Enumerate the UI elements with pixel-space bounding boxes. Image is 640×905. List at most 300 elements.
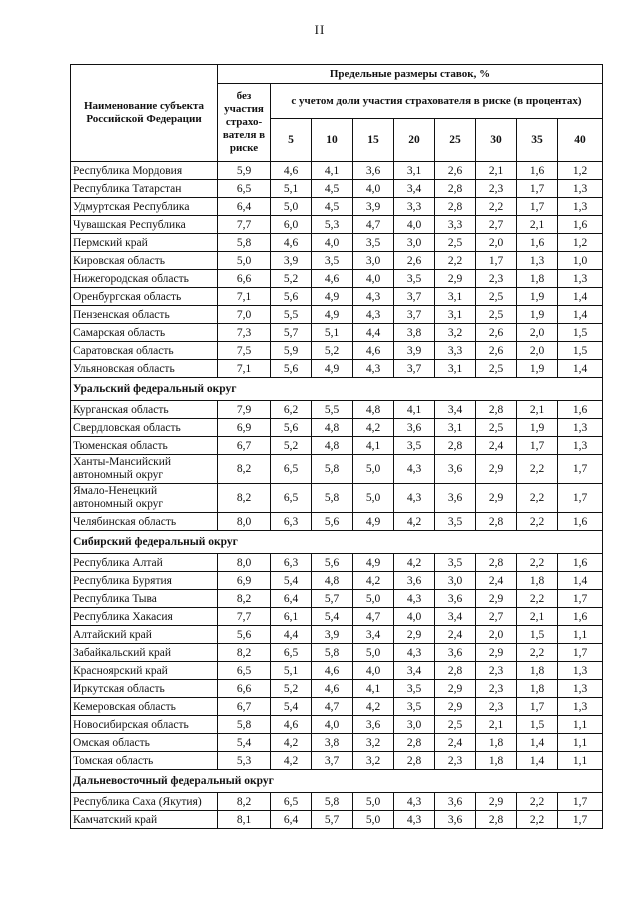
rate-cell: 3,6 (435, 644, 476, 662)
percent-header: 40 (558, 119, 603, 162)
rate-cell: 2,1 (517, 401, 558, 419)
rate-cell: 3,5 (394, 680, 435, 698)
rate-cell: 2,2 (435, 252, 476, 270)
rate-no-participation: 7,5 (218, 342, 271, 360)
rate-cell: 6,5 (271, 484, 312, 513)
rate-cell: 3,4 (353, 626, 394, 644)
rate-cell: 3,3 (394, 198, 435, 216)
table-row (71, 234, 603, 252)
rate-cell: 1,4 (558, 572, 603, 590)
rate-cell: 3,2 (435, 324, 476, 342)
rate-cell: 3,4 (435, 608, 476, 626)
table-row (71, 216, 603, 234)
table-row (71, 437, 603, 455)
rate-cell: 2,3 (476, 662, 517, 680)
rate-cell: 1,7 (558, 811, 603, 829)
rate-cell: 6,4 (271, 590, 312, 608)
rate-cell: 6,1 (271, 608, 312, 626)
rate-cell: 4,4 (353, 324, 394, 342)
rate-cell: 1,5 (517, 716, 558, 734)
rate-cell: 1,9 (517, 306, 558, 324)
rate-cell: 4,6 (271, 234, 312, 252)
table-row (71, 198, 603, 216)
rate-no-participation: 8,2 (218, 484, 271, 513)
rate-cell: 4,0 (312, 716, 353, 734)
rate-cell: 6,2 (271, 401, 312, 419)
rate-no-participation: 8,2 (218, 644, 271, 662)
rate-cell: 2,3 (476, 698, 517, 716)
table-header (71, 65, 603, 162)
rate-cell: 1,2 (558, 162, 603, 180)
rate-cell: 5,0 (353, 590, 394, 608)
rate-cell: 5,6 (271, 360, 312, 378)
rate-cell: 5,4 (271, 698, 312, 716)
rate-cell: 3,3 (435, 342, 476, 360)
rate-cell: 2,0 (476, 234, 517, 252)
region-name: Ульяновская область (71, 360, 218, 378)
region-name: Курганская область (71, 401, 218, 419)
rate-cell: 5,1 (271, 180, 312, 198)
rate-cell: 1,7 (558, 793, 603, 811)
rate-cell: 4,9 (353, 554, 394, 572)
rate-no-participation: 7,7 (218, 608, 271, 626)
rate-cell: 2,2 (517, 793, 558, 811)
rate-cell: 1,8 (517, 270, 558, 288)
table-row (71, 180, 603, 198)
rate-cell: 1,8 (476, 734, 517, 752)
rate-cell: 5,1 (271, 662, 312, 680)
rate-cell: 5,9 (271, 342, 312, 360)
region-name: Пермский край (71, 234, 218, 252)
rate-cell: 3,9 (312, 626, 353, 644)
rate-cell: 2,8 (476, 513, 517, 531)
rate-cell: 5,0 (353, 644, 394, 662)
table-row (71, 324, 603, 342)
rate-cell: 1,7 (517, 180, 558, 198)
rate-no-participation: 6,6 (218, 270, 271, 288)
rate-cell: 2,8 (435, 662, 476, 680)
rate-no-participation: 8,2 (218, 590, 271, 608)
rate-cell: 3,6 (435, 793, 476, 811)
region-name: Свердловская область (71, 419, 218, 437)
table-row (71, 270, 603, 288)
rate-cell: 1,4 (558, 360, 603, 378)
percent-header: 10 (312, 119, 353, 162)
table-row (71, 401, 603, 419)
region-name: Республика Тыва (71, 590, 218, 608)
rate-cell: 4,0 (394, 216, 435, 234)
rate-cell: 1,1 (558, 716, 603, 734)
rate-cell: 3,4 (435, 401, 476, 419)
rate-cell: 2,8 (435, 437, 476, 455)
table-row (71, 811, 603, 829)
rate-cell: 2,4 (476, 437, 517, 455)
rate-cell: 3,4 (394, 662, 435, 680)
table-row (71, 608, 603, 626)
rate-cell: 5,6 (312, 554, 353, 572)
table-row (71, 288, 603, 306)
rate-cell: 6,5 (271, 644, 312, 662)
rate-no-participation: 6,9 (218, 419, 271, 437)
rate-cell: 1,0 (558, 252, 603, 270)
table-row (71, 752, 603, 770)
rate-cell: 4,0 (312, 234, 353, 252)
rate-cell: 4,6 (271, 162, 312, 180)
rate-no-participation: 6,9 (218, 572, 271, 590)
percent-header: 30 (476, 119, 517, 162)
region-name: Забайкальский край (71, 644, 218, 662)
rate-cell: 1,1 (558, 752, 603, 770)
region-name: Республика Алтай (71, 554, 218, 572)
rate-cell: 4,3 (394, 793, 435, 811)
rate-cell: 6,5 (271, 455, 312, 484)
rate-cell: 1,6 (558, 513, 603, 531)
rate-cell: 5,8 (312, 455, 353, 484)
rate-cell: 3,6 (435, 484, 476, 513)
table-row (71, 716, 603, 734)
rate-cell: 3,6 (394, 419, 435, 437)
table-row (71, 793, 603, 811)
region-name: Удмуртская Республика (71, 198, 218, 216)
rate-cell: 4,1 (353, 437, 394, 455)
region-name: Оренбургская область (71, 288, 218, 306)
rate-cell: 1,7 (517, 698, 558, 716)
table-row (71, 662, 603, 680)
rate-cell: 4,3 (394, 590, 435, 608)
rate-cell: 3,5 (353, 234, 394, 252)
rate-cell: 2,9 (476, 590, 517, 608)
rate-cell: 1,7 (558, 484, 603, 513)
region-name: Омская область (71, 734, 218, 752)
rate-cell: 2,3 (476, 180, 517, 198)
rate-cell: 4,6 (312, 270, 353, 288)
rate-no-participation: 5,0 (218, 252, 271, 270)
rate-cell: 4,1 (353, 680, 394, 698)
rate-cell: 2,4 (476, 572, 517, 590)
rate-cell: 2,3 (476, 270, 517, 288)
rate-no-participation: 5,9 (218, 162, 271, 180)
rate-cell: 2,3 (476, 680, 517, 698)
rate-cell: 1,6 (558, 216, 603, 234)
rate-cell: 2,2 (517, 590, 558, 608)
rate-cell: 5,8 (312, 484, 353, 513)
rate-cell: 1,8 (476, 752, 517, 770)
rate-cell: 2,7 (476, 216, 517, 234)
rate-cell: 3,0 (435, 572, 476, 590)
rate-cell: 1,4 (517, 734, 558, 752)
table-row (71, 360, 603, 378)
rate-cell: 4,6 (312, 680, 353, 698)
rate-cell: 1,7 (517, 437, 558, 455)
rate-cell: 3,5 (394, 698, 435, 716)
rate-no-participation: 7,3 (218, 324, 271, 342)
rate-cell: 1,9 (517, 288, 558, 306)
rate-cell: 4,3 (394, 455, 435, 484)
rate-cell: 1,6 (558, 401, 603, 419)
table-row (71, 513, 603, 531)
rate-cell: 4,2 (394, 513, 435, 531)
region-name: Кировская область (71, 252, 218, 270)
rate-no-participation: 6,7 (218, 437, 271, 455)
table-row (71, 554, 603, 572)
rate-cell: 3,1 (435, 288, 476, 306)
rate-cell: 3,9 (271, 252, 312, 270)
rate-cell: 3,6 (353, 716, 394, 734)
percent-header: 25 (435, 119, 476, 162)
table-row (71, 306, 603, 324)
rate-cell: 1,3 (558, 419, 603, 437)
rate-cell: 5,4 (271, 572, 312, 590)
rate-cell: 1,1 (558, 734, 603, 752)
rate-cell: 4,6 (312, 662, 353, 680)
rate-cell: 5,5 (312, 401, 353, 419)
rate-cell: 4,0 (394, 608, 435, 626)
table-row (71, 590, 603, 608)
rate-cell: 3,9 (394, 342, 435, 360)
rate-no-participation: 5,6 (218, 626, 271, 644)
rate-no-participation: 7,1 (218, 360, 271, 378)
table-row (71, 342, 603, 360)
rate-no-participation: 6,5 (218, 662, 271, 680)
region-name: Самарская область (71, 324, 218, 342)
rate-cell: 2,7 (476, 608, 517, 626)
rate-cell: 4,2 (353, 572, 394, 590)
region-name: Республика Татарстан (71, 180, 218, 198)
rate-cell: 3,7 (394, 360, 435, 378)
rate-cell: 1,6 (558, 608, 603, 626)
rates-table (70, 64, 603, 829)
rate-cell: 4,0 (353, 270, 394, 288)
rate-cell: 1,6 (558, 554, 603, 572)
rate-cell: 4,9 (312, 306, 353, 324)
rate-cell: 1,6 (517, 234, 558, 252)
rate-cell: 2,0 (476, 626, 517, 644)
rate-cell: 4,2 (353, 419, 394, 437)
rate-cell: 2,8 (476, 811, 517, 829)
rate-cell: 3,9 (353, 198, 394, 216)
rate-cell: 2,1 (476, 162, 517, 180)
region-name: Республика Хакасия (71, 608, 218, 626)
rate-cell: 3,3 (435, 216, 476, 234)
rate-no-participation: 7,9 (218, 401, 271, 419)
rate-cell: 2,1 (517, 608, 558, 626)
page-number: II (314, 22, 326, 37)
rate-no-participation: 7,1 (218, 288, 271, 306)
rate-cell: 5,2 (271, 680, 312, 698)
section-title: Уральский федеральный округ (71, 378, 603, 401)
rate-no-participation: 8,2 (218, 455, 271, 484)
rate-cell: 4,8 (312, 437, 353, 455)
rate-cell: 4,7 (353, 608, 394, 626)
section-row (71, 531, 603, 554)
rate-cell: 4,5 (312, 198, 353, 216)
rate-cell: 1,7 (476, 252, 517, 270)
rate-cell: 4,7 (312, 698, 353, 716)
rate-cell: 2,8 (435, 180, 476, 198)
rate-cell: 1,3 (558, 198, 603, 216)
table-row (71, 626, 603, 644)
rate-cell: 3,4 (394, 180, 435, 198)
rate-cell: 3,6 (353, 162, 394, 180)
rate-cell: 4,6 (353, 342, 394, 360)
rate-cell: 4,3 (353, 360, 394, 378)
rate-cell: 3,7 (394, 288, 435, 306)
section-row (71, 770, 603, 793)
rate-cell: 3,5 (435, 513, 476, 531)
rate-no-participation: 6,5 (218, 180, 271, 198)
rate-cell: 4,6 (271, 716, 312, 734)
rate-cell: 5,6 (271, 419, 312, 437)
rates-group-header: Предельные размеры ставок, % (218, 65, 603, 84)
rate-cell: 1,3 (558, 270, 603, 288)
rate-cell: 1,3 (558, 698, 603, 716)
rate-cell: 1,5 (558, 342, 603, 360)
table-row (71, 680, 603, 698)
rate-cell: 4,8 (312, 572, 353, 590)
rate-cell: 2,0 (517, 324, 558, 342)
rate-cell: 1,2 (558, 234, 603, 252)
rate-cell: 2,8 (476, 401, 517, 419)
rate-cell: 5,7 (312, 590, 353, 608)
rate-cell: 4,2 (271, 752, 312, 770)
table-row (71, 572, 603, 590)
rate-cell: 5,2 (312, 342, 353, 360)
rate-cell: 3,2 (353, 734, 394, 752)
rate-cell: 1,3 (558, 662, 603, 680)
region-name: Республика Бурятия (71, 572, 218, 590)
rate-cell: 3,1 (435, 419, 476, 437)
rate-cell: 4,8 (312, 419, 353, 437)
rate-cell: 5,6 (271, 288, 312, 306)
region-name: Красноярский край (71, 662, 218, 680)
rate-cell: 1,8 (517, 662, 558, 680)
rate-cell: 2,2 (517, 513, 558, 531)
rate-cell: 2,5 (476, 419, 517, 437)
rate-cell: 2,6 (394, 252, 435, 270)
rate-cell: 3,7 (312, 752, 353, 770)
rate-cell: 5,8 (312, 644, 353, 662)
rate-cell: 5,1 (312, 324, 353, 342)
rate-cell: 4,3 (394, 644, 435, 662)
table-body (71, 162, 603, 829)
rate-cell: 2,5 (476, 360, 517, 378)
rate-no-participation: 6,4 (218, 198, 271, 216)
rate-cell: 1,3 (558, 180, 603, 198)
rate-no-participation: 5,3 (218, 752, 271, 770)
rate-cell: 2,6 (476, 342, 517, 360)
rate-cell: 3,8 (312, 734, 353, 752)
rate-cell: 2,1 (476, 716, 517, 734)
rate-cell: 4,3 (353, 306, 394, 324)
rate-cell: 2,9 (394, 626, 435, 644)
table-row (71, 252, 603, 270)
rate-cell: 4,5 (312, 180, 353, 198)
rate-cell: 4,9 (312, 288, 353, 306)
rate-cell: 6,0 (271, 216, 312, 234)
rate-cell: 4,9 (353, 513, 394, 531)
rate-cell: 1,3 (517, 252, 558, 270)
rate-cell: 4,2 (394, 554, 435, 572)
region-name: Новосибирская область (71, 716, 218, 734)
rate-no-participation: 5,8 (218, 234, 271, 252)
rate-cell: 2,4 (435, 626, 476, 644)
rate-cell: 5,0 (271, 198, 312, 216)
rate-cell: 1,1 (558, 626, 603, 644)
rate-no-participation: 8,0 (218, 554, 271, 572)
rate-cell: 4,0 (353, 662, 394, 680)
rate-no-participation: 8,0 (218, 513, 271, 531)
rate-cell: 2,6 (476, 324, 517, 342)
rate-cell: 3,6 (435, 811, 476, 829)
region-name: Нижегородская область (71, 270, 218, 288)
rate-cell: 5,0 (353, 455, 394, 484)
rate-cell: 2,2 (517, 811, 558, 829)
rate-cell: 5,4 (312, 608, 353, 626)
rate-cell: 2,9 (476, 644, 517, 662)
rate-cell: 5,8 (312, 793, 353, 811)
rate-cell: 3,8 (394, 324, 435, 342)
table-row (71, 734, 603, 752)
rate-cell: 1,4 (558, 306, 603, 324)
rate-cell: 6,4 (271, 811, 312, 829)
rate-cell: 5,2 (271, 270, 312, 288)
rate-cell: 4,7 (353, 216, 394, 234)
rate-cell: 2,4 (435, 734, 476, 752)
rate-cell: 5,0 (353, 484, 394, 513)
rate-cell: 2,8 (476, 554, 517, 572)
rate-cell: 1,6 (517, 162, 558, 180)
rate-cell: 2,9 (476, 484, 517, 513)
region-name: Алтайский край (71, 626, 218, 644)
region-name: Саратовская область (71, 342, 218, 360)
rate-cell: 2,0 (517, 342, 558, 360)
rate-cell: 1,9 (517, 360, 558, 378)
rate-cell: 2,9 (435, 698, 476, 716)
rate-cell: 1,7 (558, 644, 603, 662)
section-title: Сибирский федеральный округ (71, 531, 603, 554)
rate-cell: 2,9 (476, 793, 517, 811)
rate-cell: 1,3 (558, 437, 603, 455)
rate-cell: 5,0 (353, 811, 394, 829)
rate-cell: 3,1 (435, 360, 476, 378)
rate-no-participation: 5,8 (218, 716, 271, 734)
rate-cell: 3,5 (394, 437, 435, 455)
rate-cell: 5,7 (312, 811, 353, 829)
rate-cell: 2,2 (517, 484, 558, 513)
rate-cell: 4,0 (353, 180, 394, 198)
rate-cell: 5,5 (271, 306, 312, 324)
table-row (71, 419, 603, 437)
rate-cell: 3,6 (394, 572, 435, 590)
rate-cell: 2,8 (394, 752, 435, 770)
table-row (71, 484, 603, 513)
rate-cell: 2,8 (394, 734, 435, 752)
rate-cell: 5,3 (312, 216, 353, 234)
rate-no-participation: 8,2 (218, 793, 271, 811)
percent-header: 20 (394, 119, 435, 162)
rate-cell: 4,3 (394, 811, 435, 829)
section-row (71, 378, 603, 401)
rate-cell: 4,9 (312, 360, 353, 378)
region-name: Иркутская область (71, 680, 218, 698)
rate-cell: 2,6 (435, 162, 476, 180)
rate-cell: 1,4 (517, 752, 558, 770)
rate-cell: 2,5 (476, 306, 517, 324)
table-row (71, 644, 603, 662)
rate-no-participation: 7,7 (218, 216, 271, 234)
rate-cell: 5,7 (271, 324, 312, 342)
rate-cell: 3,5 (435, 554, 476, 572)
